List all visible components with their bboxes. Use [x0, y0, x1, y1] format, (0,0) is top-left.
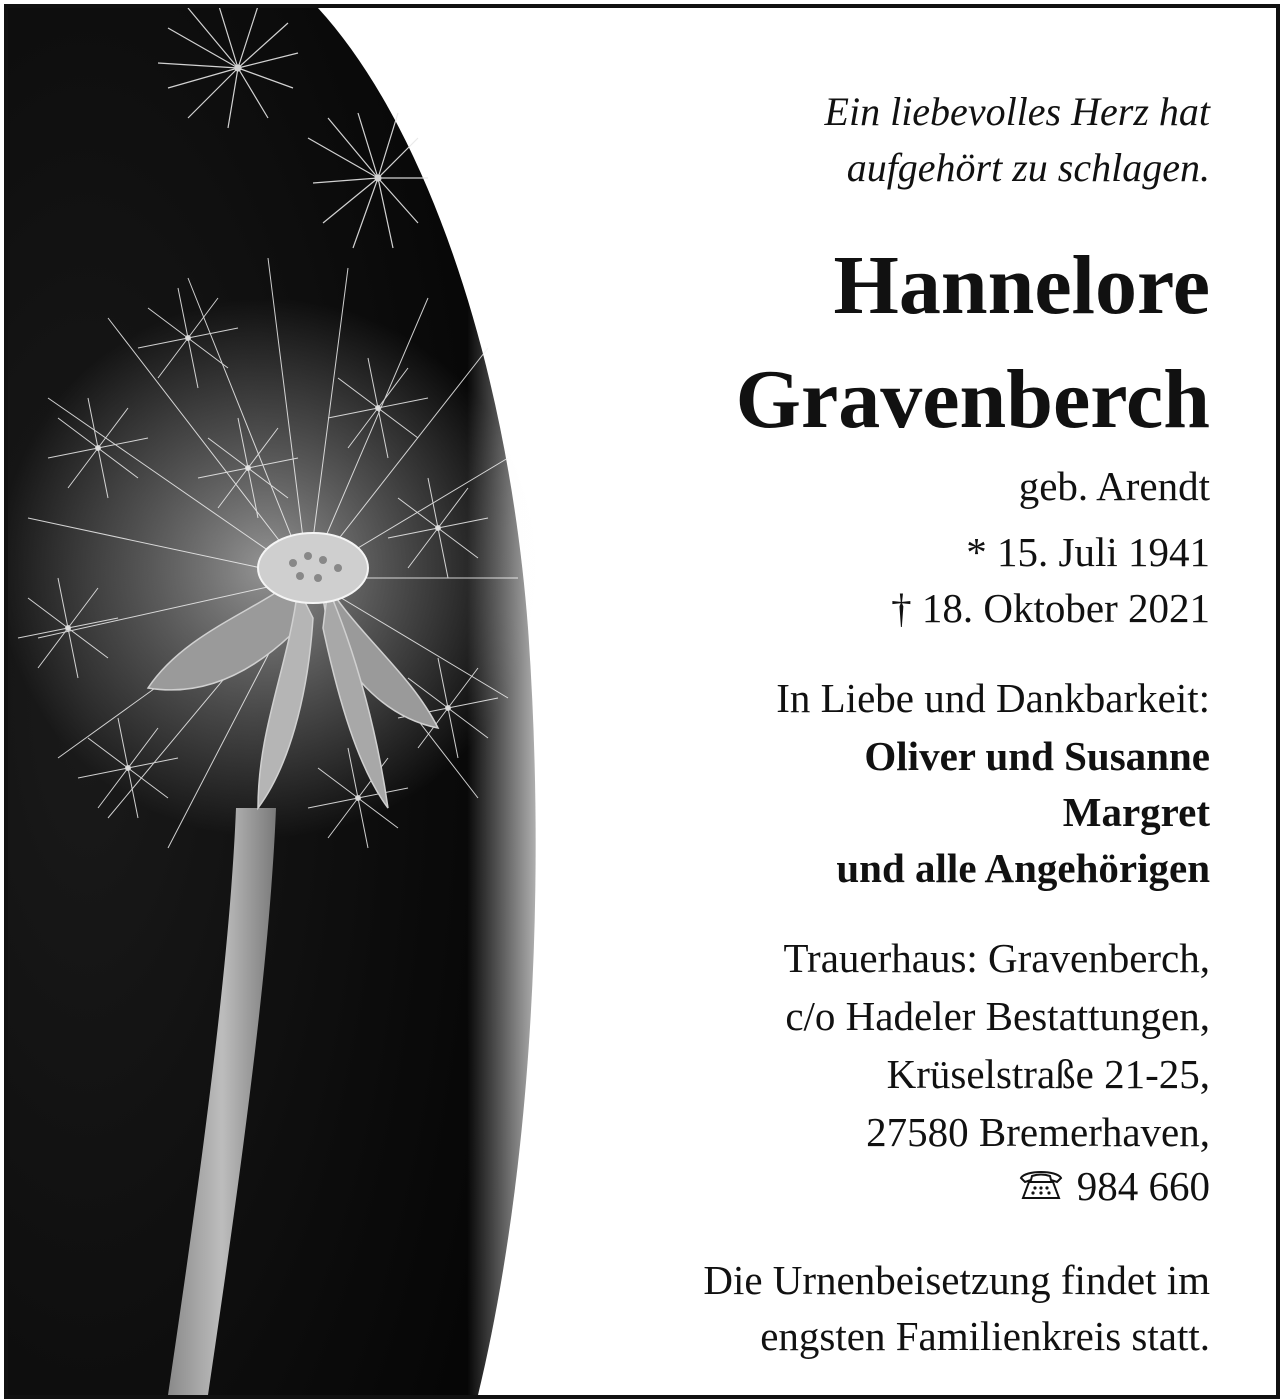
mourning-house-line: c/o Hadeler Bestattungen,	[785, 993, 1210, 1039]
burial-notice-line-2: engsten Familienkreis statt.	[760, 1313, 1210, 1359]
mourning-house-line: Trauerhaus: Gravenberch,	[783, 935, 1210, 981]
death-date: † 18. Oktober 2021	[891, 585, 1210, 631]
telephone-icon	[1017, 1166, 1065, 1202]
first-name: Hannelore	[833, 239, 1210, 332]
last-name: Gravenberch	[735, 353, 1210, 446]
mourning-house-line: Krüselstraße 21-25,	[886, 1051, 1210, 1097]
birth-date: * 15. Juli 1941	[966, 529, 1210, 575]
mourning-house-line: 27580 Bremerhaven,	[866, 1109, 1210, 1155]
quote-line-2: aufgehört zu schlagen.	[846, 145, 1210, 190]
maiden-name: geb. Arendt	[1018, 463, 1210, 509]
dandelion-seedhead-icon	[8, 8, 568, 1395]
phone-number: 984 660	[1076, 1163, 1210, 1209]
mourner-name: Oliver und Susanne	[864, 733, 1210, 779]
mourner-name: und alle Angehörigen	[836, 845, 1210, 891]
burial-notice-line-1: Die Urnenbeisetzung findet im	[703, 1257, 1210, 1303]
dandelion-photo	[8, 8, 568, 1395]
obituary-notice	[4, 4, 1280, 1399]
quote-line-1: Ein liebevolles Herz hat	[824, 89, 1210, 134]
phone-line	[1017, 1158, 1210, 1214]
mourners-intro: In Liebe und Dankbarkeit:	[776, 675, 1210, 721]
mourner-name: Margret	[1062, 789, 1210, 835]
